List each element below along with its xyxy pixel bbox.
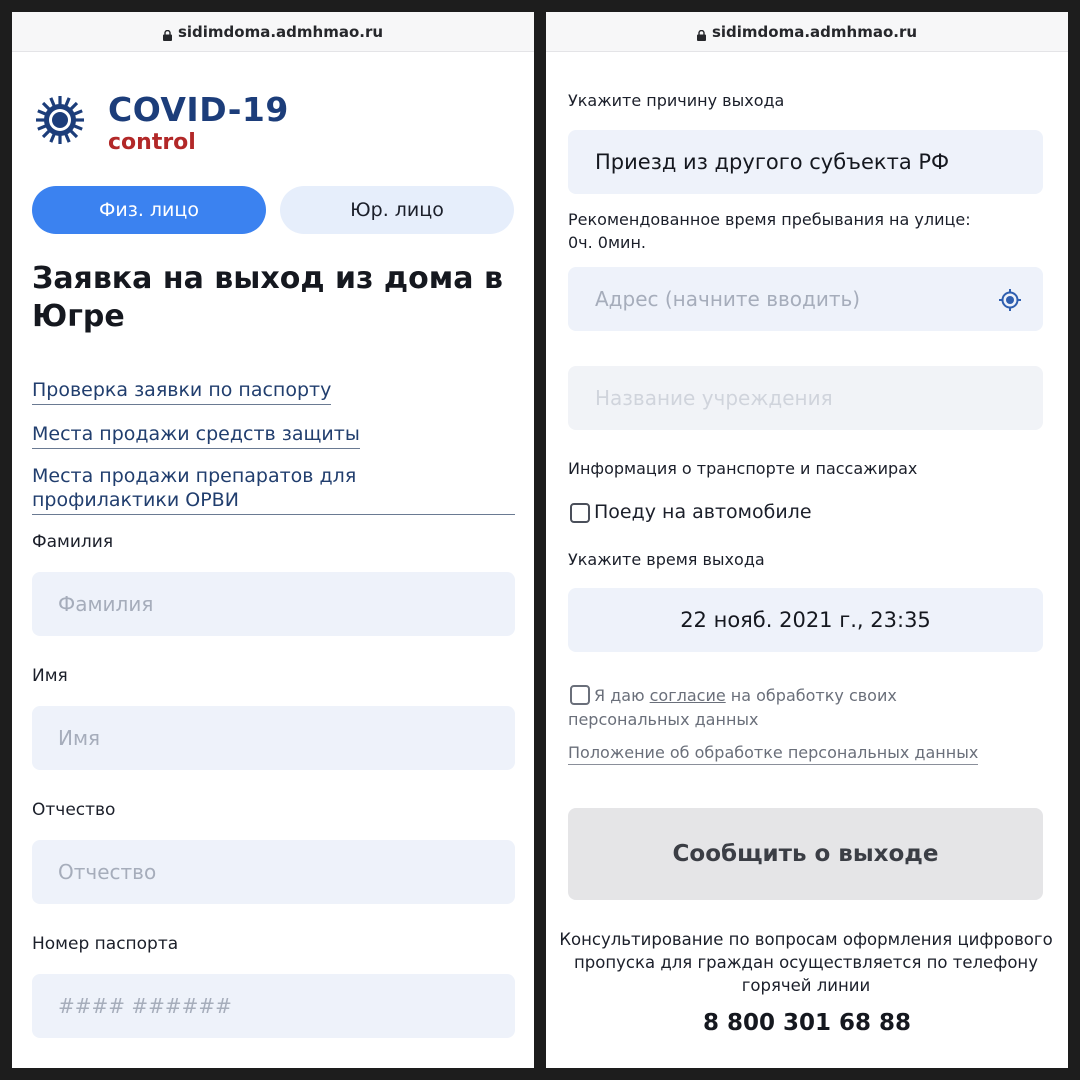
surname-label: Фамилия [32,532,114,552]
consent-line2: персональных данных [568,710,759,729]
logo-title: COVID-19 [108,90,289,129]
logo-subtitle: control [108,130,196,155]
consent-line1 [594,684,897,708]
address-input[interactable] [568,267,1043,331]
recommended-time-value: 0ч. 0мин. [568,233,646,252]
consent-suffix: на обработку своих [725,686,897,705]
policy-link[interactable]: Положение об обработке персональных данных [568,742,978,765]
reason-select[interactable] [568,130,1043,194]
reason-label: Укажите причину выхода [568,91,785,110]
page-title: Заявка на выход из дома в Югре [32,261,503,334]
passport-input[interactable] [32,974,515,1038]
consent-prefix: Я даю [594,686,650,705]
url-text: sidimdoma.admhmao.ru [177,22,384,41]
link-orvi-medicine-shops[interactable] [32,464,515,515]
tab-individual[interactable]: Физ. лицо [32,186,266,234]
link-check-by-passport[interactable]: Проверка заявки по паспорту [32,378,331,405]
patronymic-label: Отчество [32,800,116,820]
consent-checkbox[interactable] [570,685,590,705]
left-phone-screen [12,12,534,1068]
link-protection-shops[interactable]: Места продажи средств защиты [32,422,360,449]
exit-time-value: 22 нояб. 2021 г., 23:35 [680,608,931,632]
exit-time-picker[interactable] [568,588,1043,652]
consultation-text: Консультирование по вопросам оформления цифрового пропуска для граждан осуществляется по телефону горячей линии [559,930,1053,995]
institution-input[interactable] [568,366,1043,430]
url-bar[interactable] [546,12,1068,52]
submit-exit-button[interactable]: Сообщить о выходе [568,808,1043,900]
lock-icon [163,27,172,38]
name-label: Имя [32,666,68,686]
consent-link[interactable]: согласие [649,686,726,705]
car-checkbox-label: Поеду на автомобиле [594,501,812,523]
name-input[interactable] [32,706,515,770]
link-orvi-text: Места продажи препаратов для профилактики ОРВИ [32,465,357,511]
surname-input[interactable] [32,572,515,636]
hotline-phone: 8 800 301 68 88 [702,1010,912,1036]
car-checkbox[interactable] [570,503,590,523]
locate-icon[interactable] [998,288,1022,312]
virus-logo-icon [32,92,88,148]
passport-label: Номер паспорта [32,934,179,954]
recommended-time-label: Рекомендованное время пребывания на улице: [568,210,971,229]
url-text: sidimdoma.admhmao.ru [711,22,918,41]
exit-time-label: Укажите время выхода [568,550,765,569]
lock-icon [697,27,706,38]
transport-label: Информация о транспорте и пассажирах [568,459,918,478]
right-phone-screen [546,12,1068,1068]
tab-legal-entity[interactable]: Юр. лицо [280,186,514,234]
reason-value: Приезд из другого субъекта РФ [595,150,950,174]
url-bar[interactable] [12,12,534,52]
patronymic-input[interactable] [32,840,515,904]
